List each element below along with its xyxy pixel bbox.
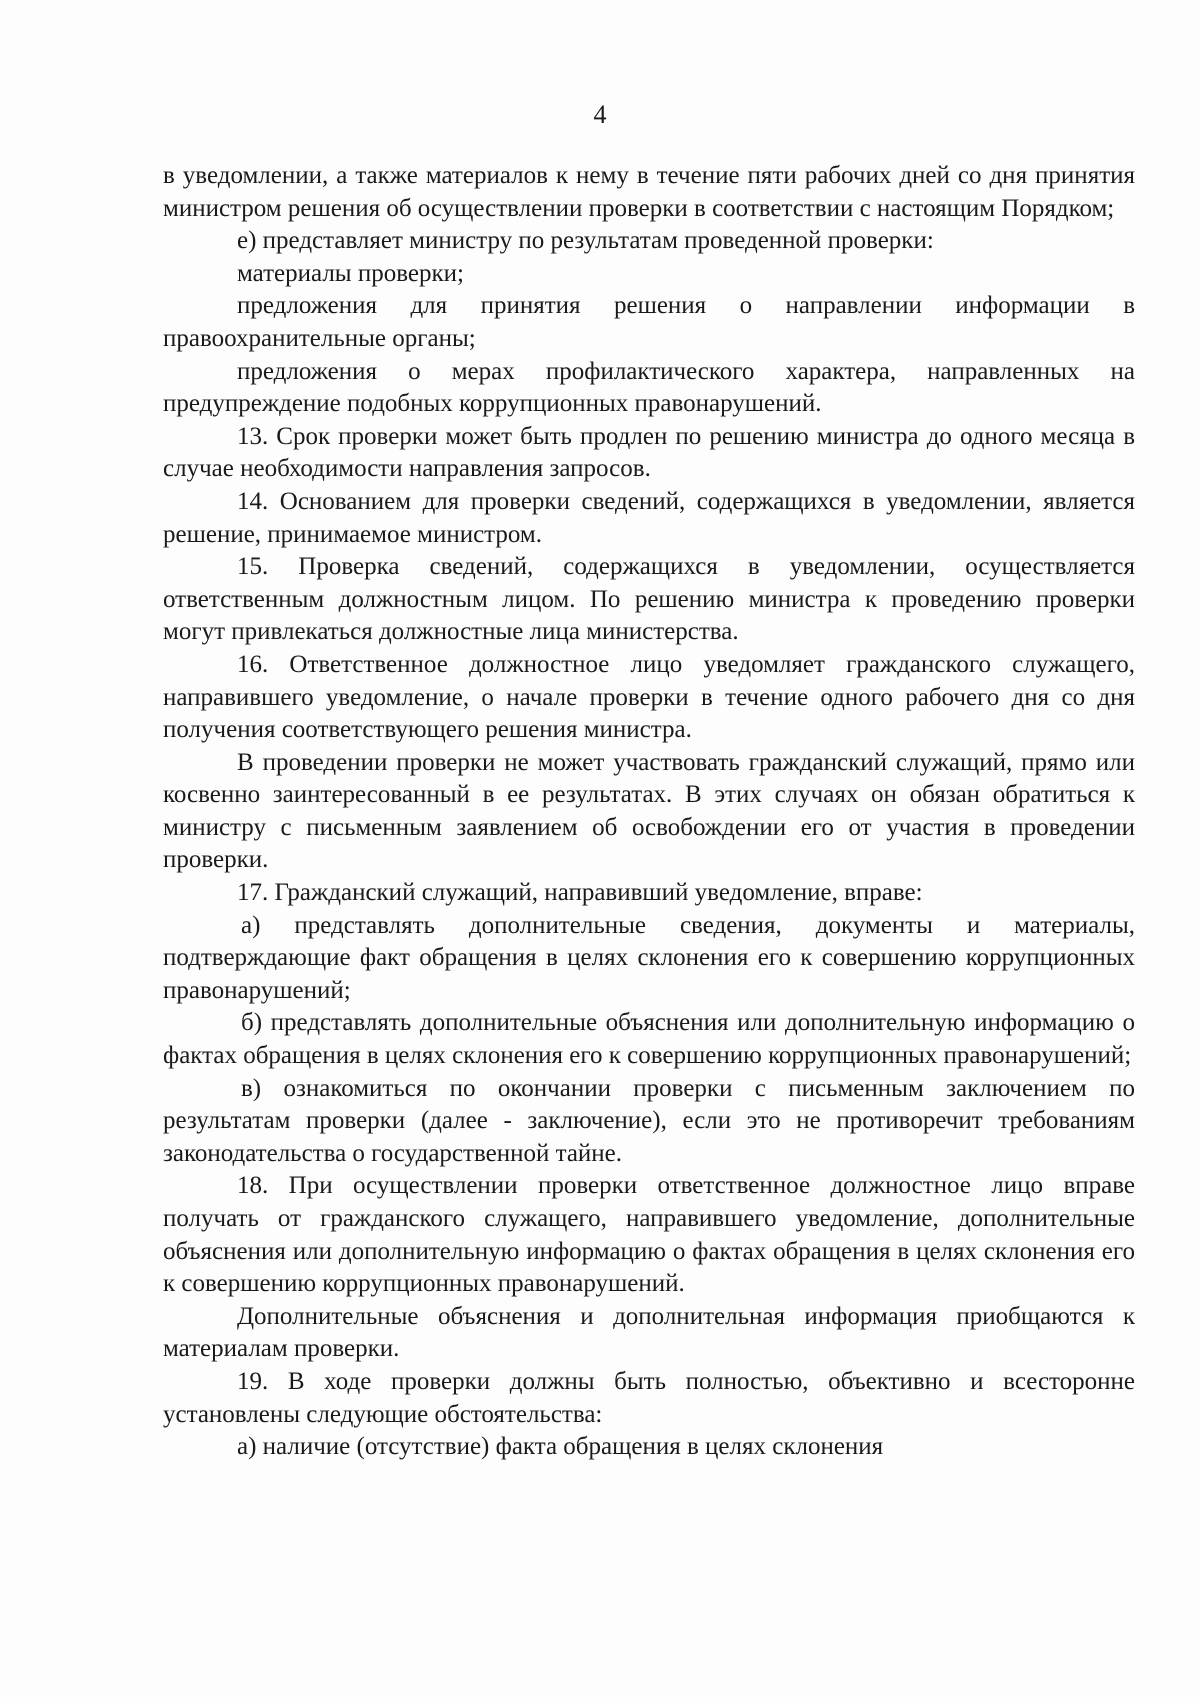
paragraph-13: 13. Срок проверки может быть продлен по решению министра до одного месяца в случае необходимости направления запросов. [163, 422, 1135, 483]
paragraph-14: 14. Основанием для проверки сведений, содержащихся в уведомлении, является решение, принимаемое министром. [163, 487, 1135, 548]
paragraph-17-b: б) представлять дополнительные объяснения или дополнительную информацию о фактах обращения в целях склонения его к совершению коррупционных правонарушений; [163, 1009, 1135, 1070]
page-number: 4 [593, 100, 607, 129]
paragraph-15: 15. Проверка сведений, содержащихся в уведомлении, осуществляется ответственным должностным лицом. По решению министра к проведению проверки могут привлекаться должностные лица министерства. [163, 553, 1135, 646]
paragraph-19: 19. В ходе проверки должны быть полностью, объективно и всесторонне установлены следующие обстоятельства: [163, 1367, 1135, 1428]
paragraph-17: 17. Гражданский служащий, направивший уведомление, вправе: [237, 879, 923, 907]
paragraph-proposals-law-enforcement: предложения для принятия решения о направлении информации в правоохранительные органы; [163, 292, 1135, 352]
paragraph-17-v: в) ознакомиться по окончании проверки с письменным заключением по результатам проверки (далее - заключение), если это не противоречит требованиям законодательства о государственной тайне. [163, 1074, 1135, 1167]
document-body [163, 160, 1135, 1464]
paragraph-16: 16. Ответственное должностное лицо уведомляет гражданского служащего, направившего уведомление, о начале проверки в течение одного рабочего дня со дня получения соответствующего решения министра. [163, 650, 1135, 744]
paragraph-18-attach: Дополнительные объяснения и дополнительная информация приобщаются к материалам проверки. [163, 1302, 1135, 1363]
paragraph-proposals-prevention: предложения о мерах профилактического характера, направленных на предупреждение подобных коррупционных правонарушений. [163, 357, 1135, 418]
paragraph-18: 18. При осуществлении проверки ответственное должностное лицо вправе получать от гражданского служащего, направившего уведомление, дополнительные объяснения или дополнительную информацию о фактах обращения в целях склонения его к совершению коррупционных правонарушений. [163, 1172, 1135, 1298]
paragraph-continuation: в уведомлении, а также материалов к нему в течение пяти рабочих дней со дня принятия министром решения об осуществлении проверки в соответствии с настоящим Порядком; [163, 162, 1135, 222]
paragraph-materials: материалы проверки; [237, 259, 464, 287]
paragraph-17-a: а) представлять дополнительные сведения, документы и материалы, подтверждающие факт обращения в целях склонения его к совершению коррупционных правонарушений; [163, 911, 1135, 1004]
paragraph-16-recusal: В проведении проверки не может участвовать гражданский служащий, прямо или косвенно заинтересованный в ее результатах. В этих случаях он обязан обратиться к министру с письменным заявлением об освобождении его от участия в проведении проверки. [163, 748, 1135, 874]
paragraph-item-e: е) представляет министру по результатам проведенной проверки: [237, 227, 934, 255]
paragraph-19-a: а) наличие (отсутствие) факта обращения в целях склонения [237, 1433, 884, 1461]
